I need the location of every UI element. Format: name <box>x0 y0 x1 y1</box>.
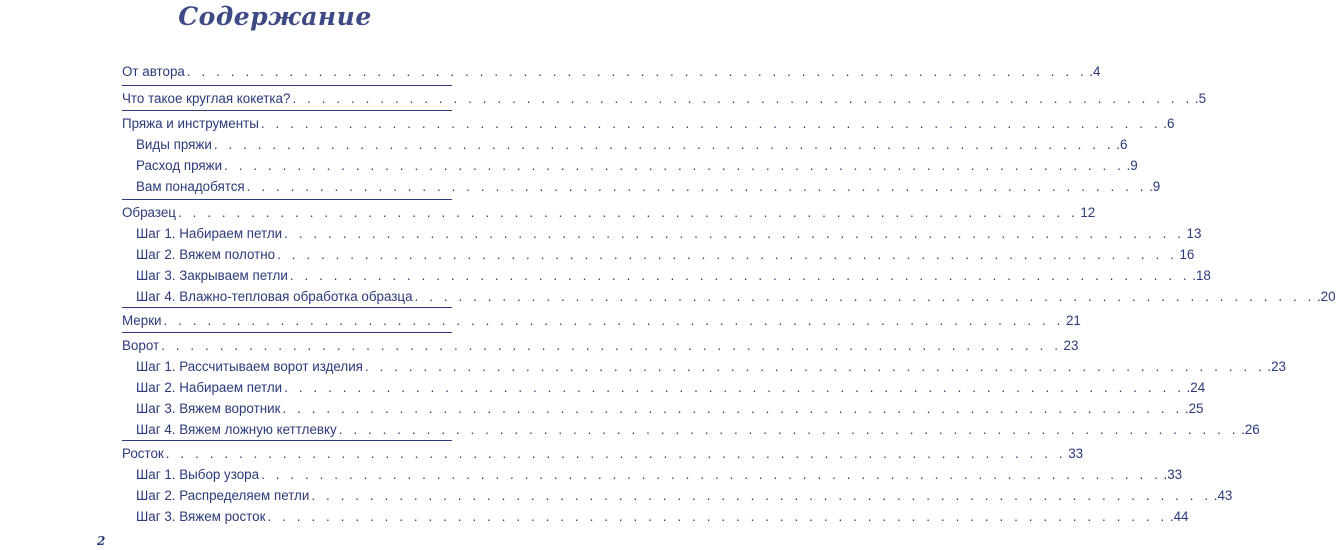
toc-entry[interactable] <box>122 441 1084 462</box>
toc-entry-page: 33 <box>1068 446 1084 461</box>
toc-entry-label: Виды пряжи <box>136 137 212 152</box>
toc-entry-page: .20 <box>1316 289 1336 304</box>
toc-entry[interactable] <box>122 308 1081 329</box>
toc-subentry[interactable] <box>136 132 1128 153</box>
toc-entry-label: Шаг 2. Набираем петли <box>136 380 283 395</box>
dot-leader: . . . . . . . . . . . . . . . . . . . . . . . . . . . . . . . . . . . . . . . . . . . . . . . . . . . . . . . . . . . . . . <box>161 338 1062 353</box>
toc-entry-page: .25 <box>1184 401 1204 416</box>
toc-entry-page: 12 <box>1080 205 1096 220</box>
toc-subentry[interactable] <box>136 483 1233 504</box>
dot-leader: . . . . . . . . . . . . . . . . . . . . . . . . . . . . . . . . . . . . . . . . . . . . . . . . . . . . . . . . . . . . . . <box>246 179 1148 194</box>
toc-entry-label: Вам понадобятся <box>136 179 245 194</box>
toc-entry-label: Шаг 3. Вяжем воротник <box>136 401 281 416</box>
toc-subentry[interactable] <box>136 153 1138 174</box>
toc-entry-page: .9 <box>1126 158 1138 173</box>
toc-entry-page: 21 <box>1065 313 1081 328</box>
toc-entry-label: Шаг 2. Распределяем петли <box>136 488 310 503</box>
toc-entry-label: Образец <box>122 205 176 220</box>
toc-entry[interactable] <box>122 333 1079 354</box>
toc-entry-label: Шаг 1. Выбор узора <box>136 467 260 482</box>
toc-entry-label: Пряжа и инструменты <box>122 116 259 131</box>
toc-entry-page: .43 <box>1213 488 1233 503</box>
toc-entry-page: .4 <box>1089 64 1101 79</box>
dot-leader: . . . . . . . . . . . . . . . . . . . . . . . . . . . . . . . . . . . . . . . . . . . . . . . . . . . . . . . . . . . . . . <box>165 446 1067 461</box>
dot-leader: . . . . . . . . . . . . . . . . . . . . . . . . . . . . . . . . . . . . . . . . . . . . . . . . . . . . . . . . . . . . . . <box>364 359 1266 374</box>
toc-entry-page: .6 <box>1116 137 1128 152</box>
toc-subentry[interactable] <box>136 263 1211 284</box>
toc-entry-label: Шаг 1. Рассчитываем ворот изделия <box>136 359 363 374</box>
dot-leader: . . . . . . . . . . . . . . . . . . . . . . . . . . . . . . . . . . . . . . . . . . . . . . . . . . . . . . . . . . . . . . <box>267 509 1168 524</box>
dot-leader: . . . . . . . . . . . . . . . . . . . . . . . . . . . . . . . . . . . . . . . . . . . . . . . . . . . . . . . . . . . . . . <box>224 158 1125 173</box>
toc-entry-label: Шаг 4. Влажно-тепловая обработка образца <box>136 289 413 304</box>
toc-entry-page: .9 <box>1149 179 1161 194</box>
toc-entry-page: .6 <box>1163 116 1175 131</box>
dot-leader: . . . . . . . . . . . . . . . . . . . . . . . . . . . . . . . . . . . . . . . . . . . . . . . . . . . . . . . . . . . . . . <box>163 313 1064 328</box>
toc-entry-label: От автора <box>122 64 185 79</box>
dot-leader: . . . . . . . . . . . . . . . . . . . . . . . . . . . . . . . . . . . . . . . . . . . . . . . . . . . . . . . . . . . . . . <box>338 422 1240 437</box>
toc-entry-page: .18 <box>1192 268 1211 283</box>
dot-leader: . . . . . . . . . . . . . . . . . . . . . . . . . . . . . . . . . . . . . . . . . . . . . . . . . . . . . . . . . . . . . . <box>260 116 1162 131</box>
toc-subentry[interactable] <box>136 284 1336 305</box>
dot-leader: . . . . . . . . . . . . . . . . . . . . . . . . . . . . . . . . . . . . . . . . . . . . . . . . . . . . . . . . . . . . . . <box>292 91 1193 106</box>
toc-entry-label: Ворот <box>122 338 160 353</box>
dot-leader: . . . . . . . . . . . . . . . . . . . . . . . . . . . . . . . . . . . . . . . . . . . . . . . . . . . . . . . . . . . . . . <box>277 247 1178 262</box>
dot-leader: . . . . . . . . . . . . . . . . . . . . . . . . . . . . . . . . . . . . . . . . . . . . . . . . . . . . . . . . . . . . . . <box>186 64 1088 79</box>
dot-leader: . . . . . . . . . . . . . . . . . . . . . . . . . . . . . . . . . . . . . . . . . . . . . . . . . . . . . . . . . . . . . . <box>284 380 1185 395</box>
toc-entry-page: .23 <box>1267 359 1286 374</box>
dot-leader: . . . . . . . . . . . . . . . . . . . . . . . . . . . . . . . . . . . . . . . . . . . . . . . . . . . . . . . . . . . . . . <box>261 467 1162 482</box>
toc-subentry[interactable] <box>136 221 1202 242</box>
toc-entry-page: .44 <box>1169 509 1189 524</box>
toc-entry-label: Расход пряжи <box>136 158 223 173</box>
toc-entry-page: .5 <box>1194 91 1207 106</box>
toc-entry[interactable] <box>122 86 1207 107</box>
toc-subentry[interactable] <box>136 504 1189 525</box>
dot-leader: . . . . . . . . . . . . . . . . . . . . . . . . . . . . . . . . . . . . . . . . . . . . . . . . . . . . . . . . . . . . . . <box>213 137 1115 152</box>
toc-entry-page: .33 <box>1163 467 1183 482</box>
toc-entry-label: Что такое круглая кокетка? <box>122 91 291 106</box>
dot-leader: . . . . . . . . . . . . . . . . . . . . . . . . . . . . . . . . . . . . . . . . . . . . . . . . . . . . . . . . . . . . . . <box>311 488 1212 503</box>
dot-leader: . . . . . . . . . . . . . . . . . . . . . . . . . . . . . . . . . . . . . . . . . . . . . . . . . . . . . . . . . . . . . . <box>284 226 1185 241</box>
toc-entry-label: Шаг 1. Набираем петли <box>136 226 283 241</box>
toc-entry[interactable] <box>122 59 1101 80</box>
toc-subentry[interactable] <box>136 396 1204 417</box>
toc-entry-page: .24 <box>1186 380 1206 395</box>
toc-entry[interactable] <box>122 111 1175 132</box>
page-title: Содержание <box>178 2 372 31</box>
toc-subentry[interactable] <box>136 242 1195 263</box>
toc-entry-page: 13 <box>1186 226 1202 241</box>
toc-entry-page: 16 <box>1179 247 1195 262</box>
toc-entry-page: 23 <box>1063 338 1079 353</box>
toc-subentry[interactable] <box>136 354 1286 375</box>
toc-entry-label: Шаг 2. Вяжем полотно <box>136 247 276 262</box>
page-number: 2 <box>97 534 106 548</box>
toc-subentry[interactable] <box>136 174 1161 195</box>
dot-leader: . . . . . . . . . . . . . . . . . . . . . . . . . . . . . . . . . . . . . . . . . . . . . . . . . . . . . . . . . . . . . . <box>177 205 1079 220</box>
toc-entry-label: Шаг 3. Закрываем петли <box>136 268 288 283</box>
toc-subentry[interactable] <box>136 375 1206 396</box>
toc-entry-label: Шаг 3. Вяжем росток <box>136 509 266 524</box>
toc-entry-label: Шаг 4. Вяжем ложную кеттлевку <box>136 422 337 437</box>
toc-subentry[interactable] <box>136 417 1260 438</box>
toc-entry-label: Мерки <box>122 313 162 328</box>
dot-leader: . . . . . . . . . . . . . . . . . . . . . . . . . . . . . . . . . . . . . . . . . . . . . . . . . . . . . . . . . . . . . . <box>289 268 1191 283</box>
toc-entry-page: .26 <box>1241 422 1260 437</box>
dot-leader: . . . . . . . . . . . . . . . . . . . . . . . . . . . . . . . . . . . . . . . . . . . . . . . . . . . . . . . . . . . . . . <box>414 289 1315 304</box>
toc-entry[interactable] <box>122 200 1096 221</box>
toc-subentry[interactable] <box>136 462 1183 483</box>
dot-leader: . . . . . . . . . . . . . . . . . . . . . . . . . . . . . . . . . . . . . . . . . . . . . . . . . . . . . . . . . . . . . . <box>282 401 1183 416</box>
toc-entry-label: Росток <box>122 446 164 461</box>
